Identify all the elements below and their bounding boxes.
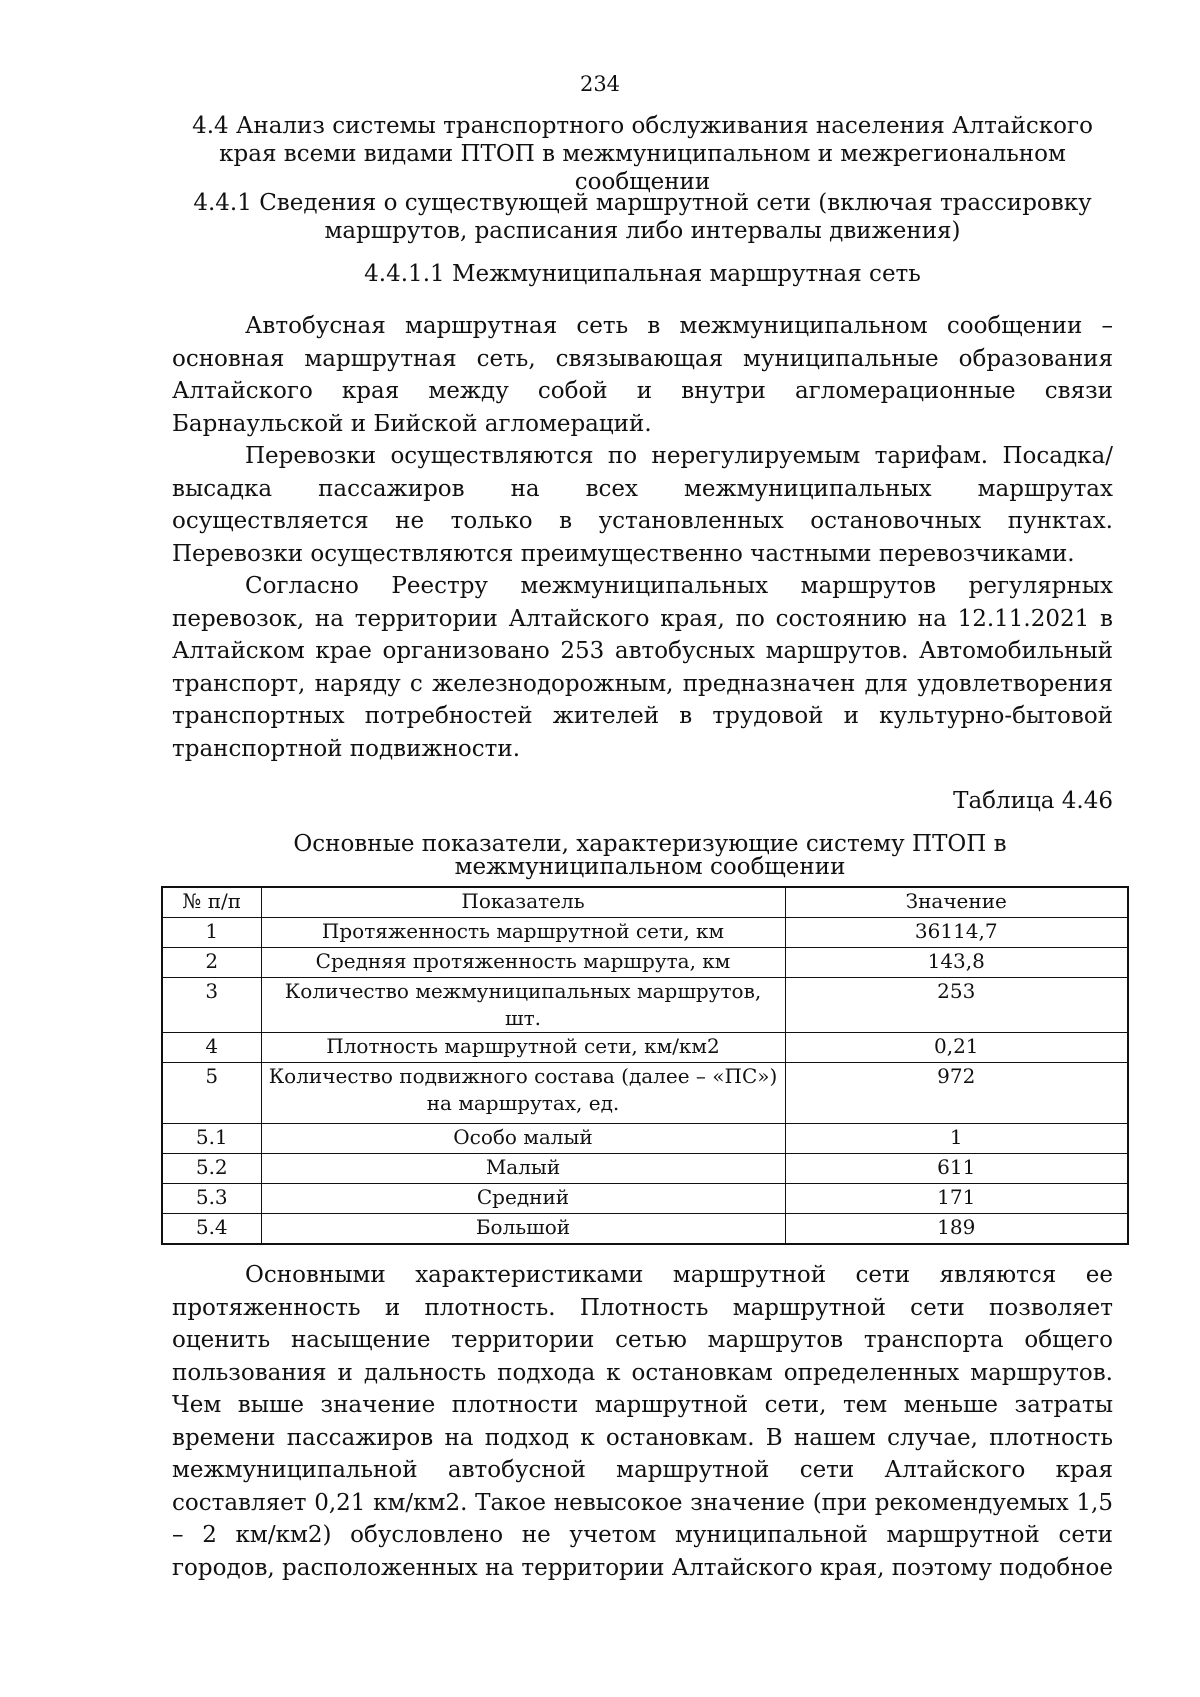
- indicators-table: [161, 886, 1129, 1245]
- header-indicator: Показатель: [261, 887, 785, 918]
- row-value: 36114,7: [785, 918, 1128, 948]
- page-number: 234: [579, 72, 621, 96]
- row-value: 143,8: [785, 948, 1128, 978]
- row-num: 5.1: [162, 1124, 261, 1154]
- row-indicator: Количество межмуниципальных маршрутов, шт.: [261, 978, 785, 1033]
- row-indicator: Малый: [261, 1154, 785, 1184]
- row-value: 0,21: [785, 1033, 1128, 1063]
- row-indicator: Особо малый: [261, 1124, 785, 1154]
- header-num: № п/п: [162, 887, 261, 918]
- paragraph: Основными характеристиками маршрутной сети являются ее протяженность и плотность. Плотность маршрутной сети позволяет оценить насыщение территории сетью маршрутов транспорта общего пользования и дальность подхода к остановкам определенных маршрутов. Чем выше значение плотности маршрутной сети, тем меньше затраты времени пассажиров на подход к остановкам. В нашем случае, плотность межмуниципальной автобусной маршрутной сети Алтайского края составляет 0,21 км/км2. Такое невысокое значение (при рекомендуемых 1,5 – 2 км/км2) обусловлено не учетом муниципальной маршрутной сети городов, расположенных на территории Алтайского края, поэтому подобное: [172, 1262, 1113, 1581]
- row-indicator: Средняя протяженность маршрута, км: [261, 948, 785, 978]
- row-indicator: Средний: [261, 1184, 785, 1214]
- paragraph: Согласно Реестру межмуниципальных маршрутов регулярных перевозок, на территории Алтайского края, по состоянию на 12.11.2021 в Алтайском крае организовано 253 автобусных маршрутов. Автомобильный транспорт, наряду с железнодорожным, предназначен для удовлетворения транспортных потребностей жителей в трудовой и культурно-бытовой транспортной подвижности.: [172, 573, 1113, 762]
- row-num: 5.3: [162, 1184, 261, 1214]
- row-value: 972: [785, 1063, 1128, 1124]
- table-number: Таблица 4.46: [953, 788, 1113, 814]
- header-value: Значение: [785, 887, 1128, 918]
- subsection-heading: 4.4.1 Сведения о существующей маршрутной сети (включая трассировку маршрутов, расписания либо интервалы движения): [193, 190, 1092, 244]
- table-row: [162, 1033, 1128, 1063]
- table-row: [162, 1063, 1128, 1124]
- table-row: [162, 918, 1128, 948]
- table-row: [162, 1214, 1128, 1245]
- row-num: 2: [162, 948, 261, 978]
- row-value: 171: [785, 1184, 1128, 1214]
- table-caption: Основные показатели, характеризующие систему ПТОП в межмуниципальном сообщении: [293, 831, 1007, 880]
- table-row: [162, 978, 1128, 1033]
- row-indicator: Протяженность маршрутной сети, км: [261, 918, 785, 948]
- subsubsection-heading: 4.4.1.1 Межмуниципальная маршрутная сеть: [364, 261, 921, 287]
- table-header-row: [162, 887, 1128, 918]
- row-num: 5.4: [162, 1214, 261, 1245]
- table-row: [162, 1154, 1128, 1184]
- row-num: 5.2: [162, 1154, 261, 1184]
- section-heading: 4.4 Анализ системы транспортного обслуживания населения Алтайского края всеми видами ПТОП в межмуниципальном и межрегиональном сообщении: [192, 113, 1093, 195]
- row-indicator: Большой: [261, 1214, 785, 1245]
- row-num: 5: [162, 1063, 261, 1124]
- row-value: 189: [785, 1214, 1128, 1245]
- row-indicator: Количество подвижного состава (далее – «ПС») на маршрутах, ед.: [261, 1063, 785, 1124]
- row-value: 611: [785, 1154, 1128, 1184]
- row-value: 1: [785, 1124, 1128, 1154]
- table-row: [162, 1184, 1128, 1214]
- table-row: [162, 948, 1128, 978]
- row-value: 253: [785, 978, 1128, 1033]
- table-row: [162, 1124, 1128, 1154]
- paragraph: Автобусная маршрутная сеть в межмуниципальном сообщении – основная маршрутная сеть, связывающая муниципальные образования Алтайского края между собой и внутри агломерационные связи Барнаульской и Бийской агломераций.: [172, 313, 1113, 437]
- row-num: 3: [162, 978, 261, 1033]
- closing-text: [172, 1259, 1113, 1584]
- paragraph: Перевозки осуществляются по нерегулируемым тарифам. Посадка/высадка пассажиров на всех межмуниципальных маршрутах осуществляется не только в установленных остановочных пунктах. Перевозки осуществляются преимущественно частными перевозчиками.: [172, 443, 1113, 567]
- row-indicator: Плотность маршрутной сети, км/км2: [261, 1033, 785, 1063]
- row-num: 4: [162, 1033, 261, 1063]
- row-num: 1: [162, 918, 261, 948]
- intro-text: [172, 310, 1113, 765]
